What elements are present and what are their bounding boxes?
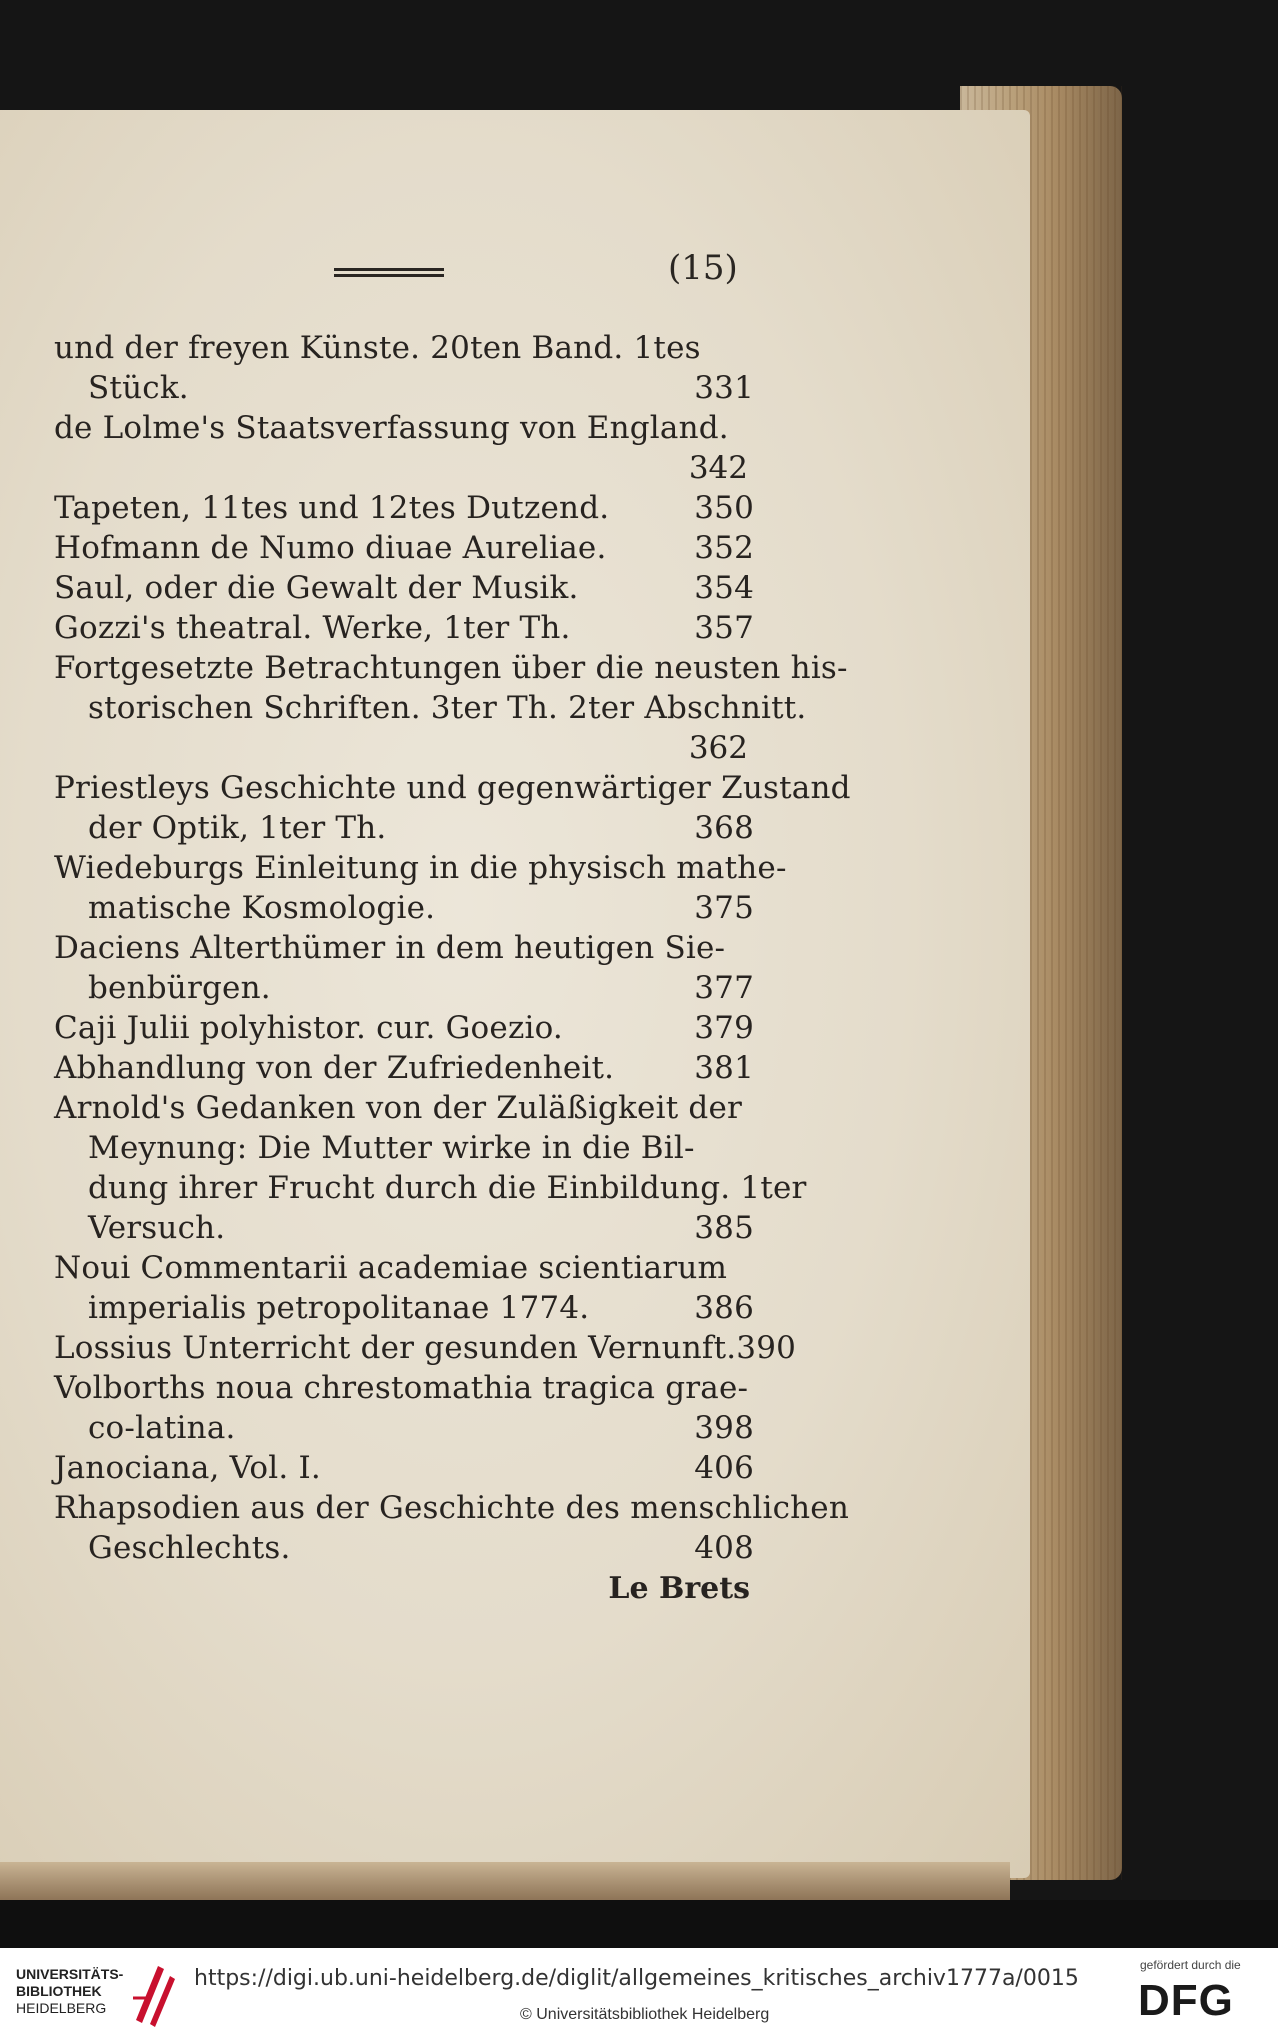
entry-line: Meynung: Die Mutter wirke in die Bil- [88, 1130, 695, 1166]
entry-line [54, 488, 754, 528]
entry-line: Noui Commentarii academiae scientiarum [54, 1250, 728, 1286]
entry-line [54, 1048, 754, 1088]
entry-page: 390 [736, 1330, 797, 1366]
list-item [54, 568, 754, 608]
entry-line: Rhapsodien aus der Geschichte des menschlichen [54, 1490, 850, 1526]
entry-line [54, 528, 754, 568]
list-item [54, 488, 754, 528]
entry-line [54, 968, 754, 1008]
library-name-line: HEIDELBERG [16, 2000, 107, 2016]
entry-page: 350 [694, 490, 754, 526]
entry-line-text: Geschlechts. [88, 1530, 291, 1566]
entry-line: und der freyen Künste. 20ten Band. 1tes [54, 330, 701, 366]
entry-line-text: Versuch. [88, 1210, 226, 1246]
entry-page: 406 [694, 1450, 754, 1486]
entry-line [54, 608, 754, 648]
sponsor-label: gefördert durch die [1140, 1958, 1241, 1972]
entry-line [54, 808, 754, 848]
entry-line: Volborths noua chrestomathia tragica grae- [54, 1370, 749, 1406]
entry-line: Wiedeburgs Einleitung in die physisch mathe- [54, 850, 787, 886]
entry-page: 381 [694, 1050, 754, 1086]
entry-line-text: der Optik, 1ter Th. [88, 810, 387, 846]
entry-page: 408 [694, 1530, 754, 1566]
entry-page: 357 [694, 610, 754, 646]
page-number: (15) [668, 248, 738, 288]
entry-line: de Lolme's Staatsverfassung von England. [54, 410, 729, 446]
list-item [54, 408, 754, 488]
entry-line-text: Gozzi's theatral. Werke, 1ter Th. [54, 610, 571, 646]
entry-page: 331 [694, 370, 754, 406]
catchword: Le Brets [608, 1571, 750, 1606]
list-item [54, 928, 754, 1008]
entry-line [54, 1288, 754, 1328]
entry-line [54, 888, 754, 928]
list-item [54, 1248, 754, 1328]
list-item [54, 328, 754, 408]
library-name-line: BIBLIOTHEK [16, 1983, 102, 1999]
library-name-line: UNIVERSITÄTS- [16, 1966, 124, 1982]
entry-page: 398 [694, 1410, 754, 1446]
list-item [54, 768, 851, 848]
entry-line-text: co-latina. [88, 1410, 236, 1446]
entry-page: 368 [694, 810, 754, 846]
entry-line-text: Caji Julii polyhistor. cur. Goezio. [54, 1010, 563, 1046]
list-item [54, 1008, 754, 1048]
entry-line: Daciens Alterthümer in dem heutigen Sie- [54, 930, 726, 966]
entry-line-text: Tapeten, 11tes und 12tes Dutzend. [54, 490, 610, 526]
entry-line [54, 1208, 754, 1248]
permalink-url[interactable]: https://digi.ub.uni-heidelberg.de/diglit/allgemeines_kritisches_archiv1777a/0015 [194, 1966, 1079, 1991]
entry-line-text: Janociana, Vol. I. [54, 1450, 321, 1486]
list-item [54, 1088, 807, 1248]
library-logo-icon [128, 1958, 178, 2028]
entry-line-text: Lossius Unterricht der gesunden Vernunft. [54, 1330, 737, 1366]
entry-page: 386 [694, 1290, 754, 1326]
entry-line-text: Saul, oder die Gewalt der Musik. [54, 570, 579, 606]
entry-line-text: benbürgen. [88, 970, 271, 1006]
entry-page: 379 [694, 1010, 754, 1046]
viewer-footer [0, 1948, 1278, 2038]
list-item [54, 1488, 850, 1568]
entry-page: 352 [694, 530, 754, 566]
list-item [54, 1368, 754, 1448]
index-list [54, 328, 851, 1610]
page-shadow [0, 1900, 1278, 1948]
entry-line-text: Abhandlung von der Zufriedenheit. [54, 1050, 615, 1086]
list-item [54, 848, 787, 928]
entry-line: storischen Schriften. 3ter Th. 2ter Abschnitt. [88, 690, 807, 726]
page-bottom-edge [0, 1862, 1010, 1900]
entry-line [54, 1008, 754, 1048]
entry-line: Priestleys Geschichte und gegenwärtiger Zustand [54, 770, 851, 806]
list-item [54, 648, 848, 768]
copyright-text: © Universitätsbibliothek Heidelberg [520, 2006, 770, 2023]
entry-line: Arnold's Gedanken von der Zuläßigkeit der [54, 1090, 743, 1126]
entry-line [54, 1408, 754, 1448]
list-item [54, 1048, 754, 1088]
entry-page: 362 [688, 730, 748, 766]
list-item [54, 1448, 754, 1488]
entry-line [54, 1448, 754, 1488]
list-item [54, 528, 754, 568]
entry-line-text: imperialis petropolitanae 1774. [88, 1290, 590, 1326]
list-item [54, 1328, 797, 1368]
entry-line [54, 368, 754, 408]
library-logo-text [16, 1966, 123, 2017]
entry-page: 377 [694, 970, 754, 1006]
dfg-logo: DFG [1138, 1976, 1234, 2025]
entry-line [54, 1528, 754, 1568]
entry-page: 375 [694, 890, 754, 926]
entry-page: 342 [688, 450, 748, 486]
list-item [54, 608, 754, 648]
entry-line [54, 1328, 797, 1368]
entry-line: dung ihrer Frucht durch die Einbildung. 1ter [88, 1170, 807, 1206]
entry-line: Fortgesetzte Betrachtungen über die neusten his- [54, 650, 848, 686]
entry-page: 385 [694, 1210, 754, 1246]
entry-line [54, 568, 754, 608]
header-rule [334, 268, 444, 280]
entry-line-text: matische Kosmologie. [88, 890, 436, 926]
entry-page: 354 [694, 570, 754, 606]
entry-line-text: Stück. [88, 370, 189, 406]
entry-line-text: Hofmann de Numo diuae Aureliae. [54, 530, 607, 566]
